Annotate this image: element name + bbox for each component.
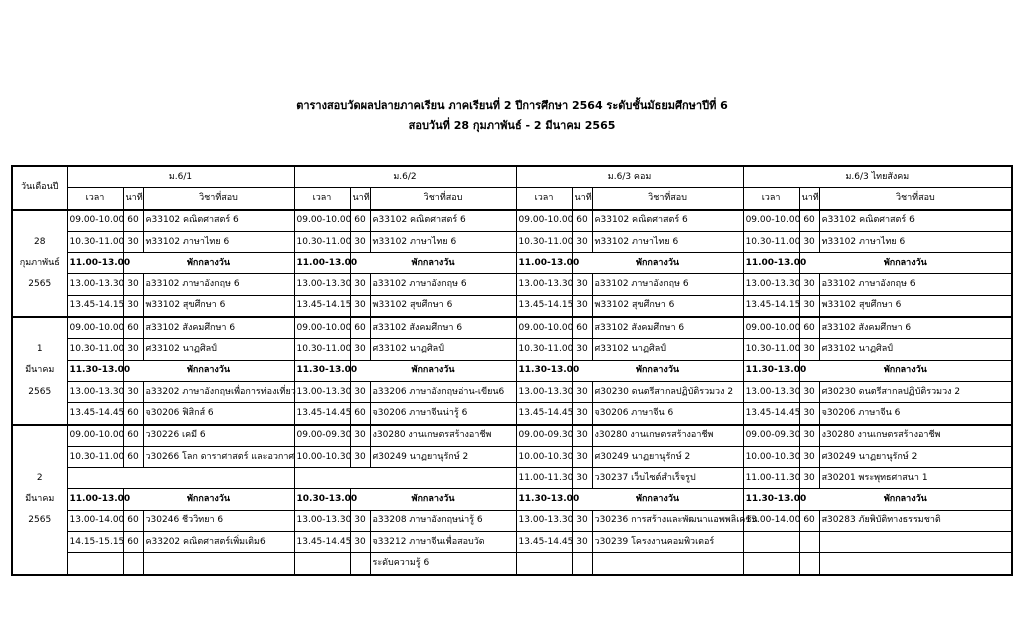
exam-minutes: 30	[350, 295, 370, 317]
exam-time: 10.30-11.00	[67, 446, 123, 467]
minutes-column-header: นาที	[572, 188, 592, 210]
exam-time: 11.00-11.30	[516, 468, 572, 489]
lunch-time: 11.30-13.00	[516, 360, 572, 381]
exam-minutes: 30	[799, 339, 819, 360]
exam-subject: ศ33102 นาฏศิลป์	[819, 339, 1012, 360]
exam-minutes: 60	[572, 210, 592, 232]
exam-subject: ว30226 เคมี 6	[143, 425, 294, 447]
exam-minutes: 30	[572, 468, 592, 489]
exam-time: 13.00-13.30	[67, 274, 123, 295]
date-cell	[12, 553, 67, 575]
exam-subject	[819, 553, 1012, 575]
exam-subject: พ33102 สุขศึกษา 6	[819, 295, 1012, 317]
exam-subject: ท33102 ภาษาไทย 6	[370, 231, 516, 252]
exam-subject: ส30201 พระพุทธศาสนา 1	[819, 468, 1012, 489]
exam-minutes: 30	[572, 231, 592, 252]
exam-time: 10.30-11.00	[294, 231, 350, 252]
header-row-classes	[12, 166, 1012, 188]
exam-minutes: 30	[799, 274, 819, 295]
exam-subject: ส33102 สังคมศึกษา 6	[819, 317, 1012, 339]
date-cell: 28	[12, 231, 67, 252]
class-header: ม.6/3 ไทยสังคม	[743, 166, 1012, 188]
table-row	[12, 468, 1012, 489]
minutes-column-header: นาที	[123, 188, 143, 210]
exam-subject: ง30280 งานเกษตรสร้างอาชีพ	[592, 425, 743, 447]
exam-time	[294, 553, 350, 575]
exam-minutes: 30	[799, 446, 819, 467]
exam-time	[743, 553, 799, 575]
exam-time: 09.00-10.00	[516, 317, 572, 339]
exam-minutes	[123, 553, 143, 575]
exam-time: 13.00-13.30	[516, 274, 572, 295]
exam-time: 10.30-11.00	[67, 339, 123, 360]
class-header: ม.6/3 คอม	[516, 166, 743, 188]
date-cell: 2	[12, 468, 67, 489]
table-row	[12, 231, 1012, 252]
exam-subject: ว30236 การสร้างและพัฒนาแอพพลิเคชัน	[592, 510, 743, 531]
table-row	[12, 339, 1012, 360]
exam-time: 09.00-09.30	[743, 425, 799, 447]
lunch-label: พักกลางวัน	[572, 253, 743, 274]
exam-time: 13.00-13.30	[294, 274, 350, 295]
exam-time	[743, 532, 799, 553]
exam-minutes: 30	[799, 403, 819, 425]
exam-time: 10.00-10.30	[294, 446, 350, 467]
lunch-label: พักกลางวัน	[350, 360, 516, 381]
exam-minutes: 30	[799, 381, 819, 402]
exam-subject: ส33102 สังคมศึกษา 6	[592, 317, 743, 339]
lunch-row	[12, 360, 1012, 381]
exam-time: 13.45-14.45	[516, 403, 572, 425]
exam-minutes: 60	[123, 425, 143, 447]
table-row	[12, 274, 1012, 295]
exam-subject: พ33102 สุขศึกษา 6	[592, 295, 743, 317]
exam-time: 09.00-10.00	[294, 317, 350, 339]
exam-time: 13.00-13.30	[294, 381, 350, 402]
exam-subject: พ33102 สุขศึกษา 6	[143, 295, 294, 317]
exam-minutes: 30	[799, 231, 819, 252]
exam-subject: ศ30249 นาฏยานุรักษ์ 2	[370, 446, 516, 467]
exam-subject: ค33102 คณิตศาสตร์ 6	[370, 210, 516, 232]
exam-minutes: 60	[123, 210, 143, 232]
exam-time: 13.45-14.15	[294, 295, 350, 317]
empty-cell	[67, 468, 294, 489]
exam-subject: ค33102 คณิตศาสตร์ 6	[143, 210, 294, 232]
exam-minutes	[572, 553, 592, 575]
exam-subject: อ33202 ภาษาอังกฤษเพื่อการท่องเที่ยว	[143, 381, 294, 402]
exam-time: 13.00-13.30	[516, 510, 572, 531]
exam-minutes: 30	[572, 510, 592, 531]
exam-minutes: 60	[123, 317, 143, 339]
exam-time	[67, 553, 123, 575]
exam-subject: จ30206 ภาษาจีน 6	[592, 403, 743, 425]
exam-minutes: 30	[123, 274, 143, 295]
exam-minutes: 30	[572, 381, 592, 402]
exam-time: 13.45-14.45	[67, 403, 123, 425]
table-row	[12, 317, 1012, 339]
exam-subject: ศ33102 นาฏศิลป์	[592, 339, 743, 360]
exam-time: 09.00-10.00	[67, 425, 123, 447]
exam-minutes: 30	[572, 339, 592, 360]
date-cell	[12, 210, 67, 232]
exam-time: 09.00-09.30	[516, 425, 572, 447]
table-row	[12, 403, 1012, 425]
minutes-column-header: นาที	[350, 188, 370, 210]
table-row	[12, 553, 1012, 575]
time-column-header: เวลา	[67, 188, 123, 210]
date-column-header: วันเดือนปี	[12, 166, 67, 210]
exam-time: 13.45-14.45	[294, 532, 350, 553]
exam-minutes	[799, 553, 819, 575]
exam-time: 13.45-14.45	[294, 403, 350, 425]
header-row-fields	[12, 188, 1012, 210]
subject-column-header: วิชาที่สอบ	[819, 188, 1012, 210]
table-row	[12, 510, 1012, 531]
lunch-time: 11.00-13.00	[67, 489, 123, 510]
exam-subject: ศ30230 ดนตรีสากลปฏิบัติรวมวง 2	[819, 381, 1012, 402]
exam-time: 13.00-13.30	[743, 274, 799, 295]
exam-subject: ว30246 ชีววิทยา 6	[143, 510, 294, 531]
exam-minutes: 30	[350, 532, 370, 553]
exam-subject: อ33102 ภาษาอังกฤษ 6	[370, 274, 516, 295]
exam-subject: จ30206 ภาษาจีนน่ารู้ 6	[370, 403, 516, 425]
exam-subject	[819, 532, 1012, 553]
exam-subject: ว30237 เว็บไซต์สำเร็จรูป	[592, 468, 743, 489]
page-subtitle: สอบวันที่ 28 กุมภาพันธ์ - 2 มีนาคม 2565	[408, 119, 616, 132]
exam-subject: ค33102 คณิตศาสตร์ 6	[592, 210, 743, 232]
exam-minutes: 30	[350, 381, 370, 402]
exam-time: 13.45-14.45	[743, 403, 799, 425]
exam-minutes: 30	[572, 532, 592, 553]
exam-subject	[592, 553, 743, 575]
class-header: ม.6/1	[67, 166, 294, 188]
exam-time: 09.00-10.00	[743, 317, 799, 339]
exam-subject: ว30239 โครงงานคอมพิวเตอร์	[592, 532, 743, 553]
exam-time: 10.30-11.00	[516, 231, 572, 252]
exam-minutes: 30	[572, 295, 592, 317]
exam-subject: อ33208 ภาษาอังกฤษน่ารู้ 6	[370, 510, 516, 531]
exam-time: 10.30-11.00	[67, 231, 123, 252]
date-cell	[12, 446, 67, 467]
time-column-header: เวลา	[743, 188, 799, 210]
lunch-time: 11.00-13.00	[743, 253, 799, 274]
lunch-label: พักกลางวัน	[572, 489, 743, 510]
date-cell	[12, 403, 67, 425]
exam-time: 10.30-11.00	[743, 339, 799, 360]
exam-minutes: 60	[123, 446, 143, 467]
lunch-time: 11.30-13.00	[743, 360, 799, 381]
table-row	[12, 532, 1012, 553]
exam-time: 09.00-10.00	[743, 210, 799, 232]
exam-subject: ท33102 ภาษาไทย 6	[819, 231, 1012, 252]
lunch-label: พักกลางวัน	[799, 489, 1012, 510]
exam-minutes: 30	[350, 274, 370, 295]
exam-minutes: 30	[350, 425, 370, 447]
exam-subject: ท33102 ภาษาไทย 6	[592, 231, 743, 252]
exam-time	[516, 553, 572, 575]
exam-subject: จ30206 ฟิสิกส์ 6	[143, 403, 294, 425]
lunch-label: พักกลางวัน	[350, 253, 516, 274]
title-block	[0, 96, 1024, 136]
table-row	[12, 425, 1012, 447]
exam-time: 13.45-14.15	[67, 295, 123, 317]
exam-time: 10.30-11.00	[743, 231, 799, 252]
exam-subject: ระดับความรู้ 6	[370, 553, 516, 575]
table-row	[12, 210, 1012, 232]
exam-time: 13.00-13.30	[743, 381, 799, 402]
exam-subject: ศ30230 ดนตรีสากลปฏิบัติรวมวง 2	[592, 381, 743, 402]
minutes-column-header: นาที	[799, 188, 819, 210]
date-cell: 2565	[12, 274, 67, 295]
exam-minutes: 30	[350, 446, 370, 467]
exam-subject: ส33102 สังคมศึกษา 6	[143, 317, 294, 339]
exam-time: 10.30-11.00	[516, 339, 572, 360]
exam-minutes: 30	[350, 510, 370, 531]
exam-time: 13.00-14.00	[743, 510, 799, 531]
empty-cell	[294, 468, 516, 489]
exam-time: 09.00-10.00	[294, 210, 350, 232]
exam-minutes: 30	[572, 446, 592, 467]
exam-time: 13.45-14.15	[516, 295, 572, 317]
exam-subject: ท33102 ภาษาไทย 6	[143, 231, 294, 252]
exam-time: 09.00-10.00	[516, 210, 572, 232]
lunch-time: 11.00-13.00	[294, 253, 350, 274]
exam-subject: อ33102 ภาษาอังกฤษ 6	[592, 274, 743, 295]
exam-minutes: 60	[799, 317, 819, 339]
date-cell: 2565	[12, 381, 67, 402]
exam-schedule-table	[11, 165, 1013, 576]
exam-time: 13.45-14.15	[743, 295, 799, 317]
date-cell: มีนาคม	[12, 489, 67, 510]
exam-subject: ค33202 คณิตศาสตร์เพิ่มเติม6	[143, 532, 294, 553]
exam-subject: ส30283 ภัยพิบัติทางธรรมชาติ	[819, 510, 1012, 531]
lunch-label: พักกลางวัน	[123, 360, 294, 381]
lunch-time: 11.30-13.00	[67, 360, 123, 381]
exam-minutes: 60	[123, 510, 143, 531]
exam-minutes: 30	[123, 381, 143, 402]
exam-subject: ศ33102 นาฏศิลป์	[143, 339, 294, 360]
exam-time: 13.00-13.30	[67, 381, 123, 402]
lunch-time: 10.30-13.00	[294, 489, 350, 510]
exam-time: 13.00-13.30	[516, 381, 572, 402]
exam-minutes: 30	[572, 425, 592, 447]
date-cell: มีนาคม	[12, 360, 67, 381]
exam-minutes: 30	[799, 295, 819, 317]
exam-minutes: 60	[572, 317, 592, 339]
exam-minutes: 30	[799, 468, 819, 489]
lunch-label: พักกลางวัน	[799, 360, 1012, 381]
exam-minutes: 60	[350, 403, 370, 425]
lunch-label: พักกลางวัน	[350, 489, 516, 510]
date-cell	[12, 295, 67, 317]
date-cell: กุมภาพันธ์	[12, 253, 67, 274]
exam-subject: ส33102 สังคมศึกษา 6	[370, 317, 516, 339]
exam-subject: อ33206 ภาษาอังกฤษอ่าน-เขียน6	[370, 381, 516, 402]
exam-subject: ศ30249 นาฏยานุรักษ์ 2	[819, 446, 1012, 467]
lunch-time: 11.30-13.00	[516, 489, 572, 510]
table-row	[12, 381, 1012, 402]
exam-minutes: 60	[799, 210, 819, 232]
exam-time: 13.45-14.45	[516, 532, 572, 553]
time-column-header: เวลา	[294, 188, 350, 210]
exam-subject: ง30280 งานเกษตรสร้างอาชีพ	[819, 425, 1012, 447]
date-cell: 2565	[12, 510, 67, 531]
exam-time: 09.00-10.00	[67, 210, 123, 232]
exam-subject: ศ33102 นาฏศิลป์	[370, 339, 516, 360]
lunch-time: 11.00-13.00	[67, 253, 123, 274]
exam-subject: อ33102 ภาษาอังกฤษ 6	[819, 274, 1012, 295]
lunch-time: 11.00-13.00	[516, 253, 572, 274]
table-row	[12, 295, 1012, 317]
exam-minutes: 30	[799, 425, 819, 447]
subject-column-header: วิชาที่สอบ	[370, 188, 516, 210]
lunch-time: 11.30-13.00	[743, 489, 799, 510]
exam-minutes: 30	[123, 231, 143, 252]
lunch-row	[12, 489, 1012, 510]
exam-subject	[143, 553, 294, 575]
exam-subject: ว30266 โลก ดาราศาสตร์ และอวกาศ	[143, 446, 294, 467]
exam-time: 13.00-14.00	[67, 510, 123, 531]
class-header: ม.6/2	[294, 166, 516, 188]
exam-minutes: 60	[799, 510, 819, 531]
exam-time: 09.00-10.00	[67, 317, 123, 339]
date-cell	[12, 317, 67, 339]
exam-minutes: 30	[572, 403, 592, 425]
exam-time: 09.00-09.30	[294, 425, 350, 447]
exam-subject: จ30206 ภาษาจีน 6	[819, 403, 1012, 425]
lunch-row	[12, 253, 1012, 274]
lunch-label: พักกลางวัน	[123, 253, 294, 274]
subject-column-header: วิชาที่สอบ	[592, 188, 743, 210]
exam-minutes: 60	[123, 532, 143, 553]
exam-subject: ศ30249 นาฏยานุรักษ์ 2	[592, 446, 743, 467]
exam-minutes	[799, 532, 819, 553]
page-title: ตารางสอบวัดผลปลายภาคเรียน ภาคเรียนที่ 2 ปีการศึกษา 2564 ระดับชั้นมัธยมศึกษาปีที่ 6	[296, 99, 728, 112]
exam-subject: จ33212 ภาษาจีนเพื่อสอบวัด	[370, 532, 516, 553]
lunch-time: 11.30-13.00	[294, 360, 350, 381]
exam-time: 10.00-10.30	[516, 446, 572, 467]
exam-minutes: 30	[123, 295, 143, 317]
exam-minutes	[350, 553, 370, 575]
exam-subject: อ33102 ภาษาอังกฤษ 6	[143, 274, 294, 295]
date-cell	[12, 425, 67, 447]
exam-minutes: 30	[350, 231, 370, 252]
date-cell: 1	[12, 339, 67, 360]
exam-minutes: 60	[123, 403, 143, 425]
table-row	[12, 446, 1012, 467]
exam-minutes: 30	[350, 339, 370, 360]
lunch-label: พักกลางวัน	[799, 253, 1012, 274]
exam-minutes: 60	[350, 317, 370, 339]
lunch-label: พักกลางวัน	[572, 360, 743, 381]
exam-time: 11.00-11.30	[743, 468, 799, 489]
lunch-label: พักกลางวัน	[123, 489, 294, 510]
exam-minutes: 60	[350, 210, 370, 232]
time-column-header: เวลา	[516, 188, 572, 210]
exam-subject: ง30280 งานเกษตรสร้างอาชีพ	[370, 425, 516, 447]
exam-subject: พ33102 สุขศึกษา 6	[370, 295, 516, 317]
exam-time: 10.30-11.00	[294, 339, 350, 360]
exam-minutes: 30	[123, 339, 143, 360]
exam-minutes: 30	[572, 274, 592, 295]
exam-time: 10.00-10.30	[743, 446, 799, 467]
date-cell	[12, 532, 67, 553]
exam-time: 14.15-15.15	[67, 532, 123, 553]
exam-subject: ค33102 คณิตศาสตร์ 6	[819, 210, 1012, 232]
exam-time: 13.00-13.30	[294, 510, 350, 531]
subject-column-header: วิชาที่สอบ	[143, 188, 294, 210]
